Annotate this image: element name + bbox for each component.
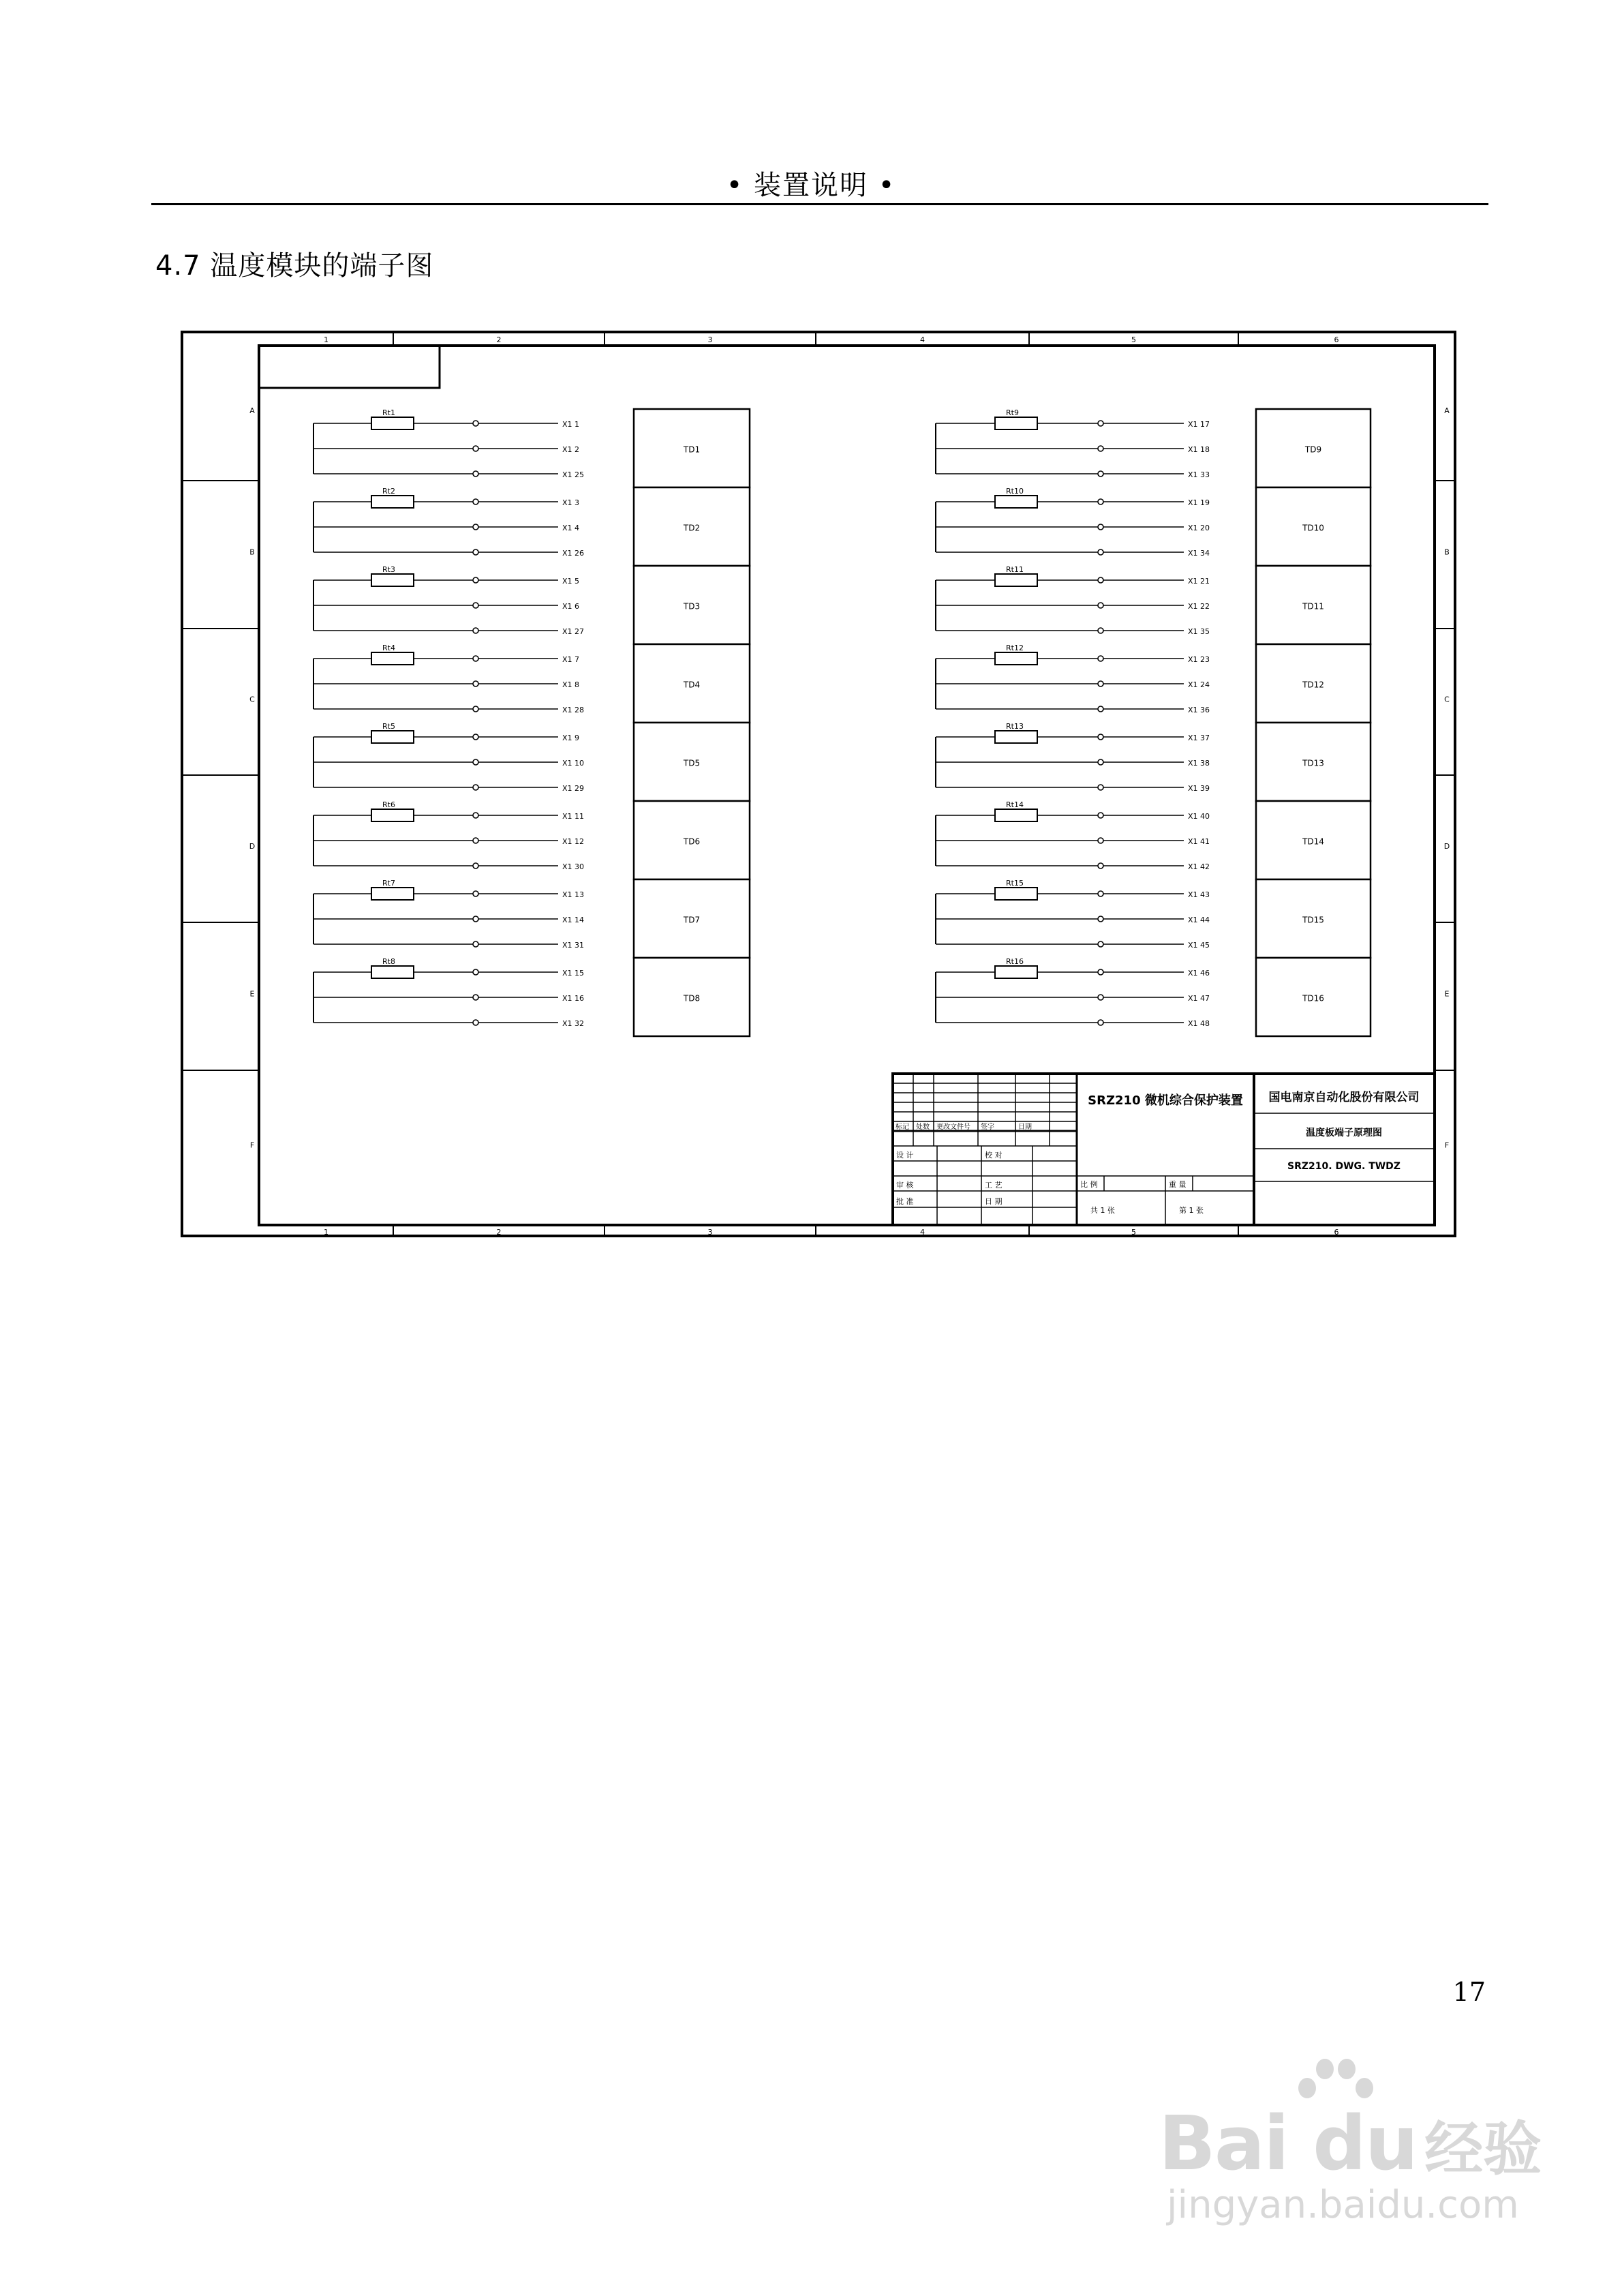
rtd-label: Rt9	[1006, 408, 1019, 417]
terminal-label: X1 47	[1188, 994, 1210, 1003]
rtd-label: Rt11	[1006, 565, 1024, 574]
zone-col-top: 3	[707, 335, 713, 344]
terminal-label: X1 34	[1188, 549, 1210, 558]
terminal-circle	[1098, 471, 1103, 477]
terminal-label: X1 20	[1188, 524, 1210, 532]
sheet-info: 比 例	[1080, 1180, 1098, 1189]
rtd-resistor	[995, 652, 1037, 665]
zone-row-right: C	[1444, 695, 1450, 704]
terminal-label: X1 19	[1188, 498, 1210, 507]
terminal-label: X1 16	[562, 994, 585, 1003]
terminal-circle	[473, 524, 478, 530]
zone-col-bottom: 6	[1334, 1228, 1339, 1237]
terminal-label: X1 2	[562, 445, 580, 454]
channel-label: TD14	[1302, 836, 1324, 847]
rtd-label: Rt5	[382, 722, 395, 731]
terminal-label: X1 4	[562, 524, 580, 532]
terminal-circle	[473, 941, 478, 947]
terminal-label: X1 48	[1188, 1019, 1210, 1028]
rtd-resistor	[995, 888, 1037, 900]
terminal-label: X1 40	[1188, 812, 1210, 821]
terminal-label: X1 24	[1188, 680, 1210, 689]
zone-row-left: E	[249, 989, 255, 999]
terminal-circle	[473, 916, 478, 922]
baidu-jingyan-watermark	[1159, 2100, 1542, 2227]
terminal-label: X1 1	[562, 420, 580, 429]
paw-icon	[1298, 2059, 1373, 2120]
terminal-circle	[1098, 995, 1103, 1000]
zone-row-left: F	[249, 1141, 255, 1150]
terminal-label: X1 31	[562, 941, 585, 950]
rtd-resistor	[371, 888, 414, 900]
channel-label: TD2	[683, 523, 701, 533]
rtd-label: Rt6	[382, 800, 395, 809]
zone-row-right: E	[1444, 989, 1450, 999]
terminal-label: X1 17	[1188, 420, 1210, 429]
terminal-circle	[473, 499, 478, 504]
channel-label: TD15	[1302, 915, 1324, 925]
watermark-cn: 经验	[1424, 2115, 1542, 2184]
terminal-circle	[473, 734, 478, 740]
rtd-resistor	[371, 966, 414, 978]
rtd-resistor	[995, 809, 1037, 821]
channel-label: TD1	[683, 444, 701, 455]
signoff-role: 批 准	[896, 1197, 914, 1206]
rtd-label: Rt10	[1006, 487, 1024, 496]
rtd-resistor	[995, 966, 1037, 978]
terminal-circle	[1098, 549, 1103, 555]
terminal-label: X1 42	[1188, 862, 1210, 871]
rtd-resistor	[371, 574, 414, 586]
terminal-label: X1 30	[562, 862, 585, 871]
zone-row-left: D	[249, 842, 256, 851]
terminal-circle	[1098, 969, 1103, 975]
terminal-label: X1 9	[562, 734, 580, 742]
zone-row-right: F	[1444, 1141, 1450, 1150]
terminal-circle	[1098, 813, 1103, 818]
terminal-circle	[1098, 706, 1103, 712]
terminal-circle	[1098, 838, 1103, 843]
terminal-circle	[1098, 656, 1103, 661]
terminal-label: X1 23	[1188, 655, 1210, 664]
terminal-circle	[1098, 628, 1103, 633]
terminal-label: X1 10	[562, 759, 585, 768]
rtd-resistor	[371, 496, 414, 508]
terminal-label: X1 32	[562, 1019, 585, 1028]
terminal-circle	[1098, 891, 1103, 896]
zone-col-top: 4	[920, 335, 925, 344]
zone-col-top: 6	[1334, 335, 1339, 344]
terminal-circle	[1098, 916, 1103, 922]
rtd-label: Rt4	[382, 644, 395, 652]
rtd-resistor	[371, 731, 414, 743]
rtd-label: Rt12	[1006, 644, 1024, 652]
terminal-circle	[473, 577, 478, 583]
signoff-role: 工 艺	[985, 1181, 1003, 1190]
terminal-label: X1 26	[562, 549, 585, 558]
terminal-label: X1 29	[562, 784, 585, 793]
terminal-circle	[1098, 734, 1103, 740]
signoff-role: 日 期	[985, 1197, 1003, 1206]
zone-col-bottom: 3	[707, 1228, 713, 1237]
terminal-circle	[1098, 681, 1103, 686]
terminal-circle	[473, 446, 478, 451]
terminal-circle	[473, 471, 478, 477]
terminal-circle	[1098, 603, 1103, 608]
channel-label: TD3	[683, 601, 701, 611]
terminal-label: X1 44	[1188, 916, 1210, 924]
terminal-circle	[1098, 759, 1103, 765]
zone-col-bottom: 1	[324, 1228, 328, 1237]
rtd-resistor	[995, 731, 1037, 743]
zone-col-top: 1	[324, 335, 328, 344]
terminal-label: X1 35	[1188, 627, 1210, 636]
rtd-resistor	[995, 496, 1037, 508]
terminal-circle	[1098, 577, 1103, 583]
zone-col-bottom: 2	[496, 1228, 502, 1237]
terminal-label: X1 14	[562, 916, 585, 924]
rtd-resistor	[371, 652, 414, 665]
terminal-circle	[473, 549, 478, 555]
rev-header-cell: 处数	[916, 1123, 930, 1131]
terminal-label: X1 37	[1188, 734, 1210, 742]
terminal-label: X1 41	[1188, 837, 1210, 846]
rev-header-cell: 标记	[896, 1123, 909, 1131]
sheet-info: 共 1 张	[1090, 1206, 1115, 1215]
zone-row-right: D	[1443, 842, 1450, 851]
terminal-circle	[1098, 1020, 1103, 1025]
page-number: 17	[1452, 1977, 1486, 2007]
section-title: 4.7 温度模块的端子图	[155, 250, 434, 282]
terminal-circle	[473, 759, 478, 765]
rev-header-cell: 日期	[1018, 1123, 1032, 1131]
rev-header-cell: 更改文件号	[936, 1123, 970, 1131]
terminal-label: X1 45	[1188, 941, 1210, 950]
terminal-label: X1 7	[562, 655, 580, 664]
rtd-label: Rt1	[382, 408, 395, 417]
channel-label: TD4	[683, 680, 701, 690]
terminal-circle	[473, 421, 478, 426]
channel-label: TD8	[683, 993, 701, 1003]
rtd-resistor	[371, 809, 414, 821]
terminal-circle	[473, 813, 478, 818]
rtd-label: Rt2	[382, 487, 395, 496]
zone-row-left: A	[249, 406, 255, 415]
zone-row-right: A	[1444, 406, 1450, 415]
zone-col-bottom: 5	[1131, 1228, 1136, 1237]
terminal-circle	[473, 681, 478, 686]
terminal-label: X1 21	[1188, 577, 1210, 586]
channel-label: TD9	[1304, 444, 1322, 455]
terminal-label: X1 38	[1188, 759, 1210, 768]
terminal-circle	[1098, 446, 1103, 451]
signoff-role: 设 计	[896, 1151, 914, 1160]
terminal-circle	[473, 603, 478, 608]
rtd-resistor	[995, 417, 1037, 429]
terminal-circle	[1098, 941, 1103, 947]
terminal-label: X1 11	[562, 812, 585, 821]
header-rule	[151, 203, 1488, 205]
terminal-label: X1 46	[1188, 969, 1210, 978]
terminal-label: X1 18	[1188, 445, 1210, 454]
channel-label: TD6	[683, 836, 701, 847]
terminal-label: X1 36	[1188, 706, 1210, 714]
rtd-label: Rt15	[1006, 879, 1024, 888]
watermark-url: jingyan.baidu.com	[1167, 2183, 1519, 2227]
zone-col-top: 2	[496, 335, 502, 344]
channel-label: TD7	[683, 915, 701, 925]
channel-label: TD16	[1302, 993, 1324, 1003]
terminal-circle	[1098, 421, 1103, 426]
rtd-label: Rt7	[382, 879, 395, 888]
terminal-label: X1 25	[562, 470, 585, 479]
terminal-label: X1 39	[1188, 784, 1210, 793]
terminal-label: X1 3	[562, 498, 580, 507]
terminal-label: X1 13	[562, 890, 585, 899]
terminal-label: X1 22	[1188, 602, 1210, 611]
sheet-info: 重 量	[1169, 1180, 1187, 1189]
page-header: • 装置说明 •	[726, 170, 896, 201]
rtd-label: Rt16	[1006, 957, 1024, 966]
zone-col-top: 5	[1131, 335, 1136, 344]
channel-label: TD12	[1302, 680, 1324, 690]
rtd-label: Rt13	[1006, 722, 1024, 731]
terminal-circle	[473, 628, 478, 633]
zone-col-bottom: 4	[920, 1228, 925, 1237]
rtd-label: Rt3	[382, 565, 395, 574]
terminal-circle	[473, 1020, 478, 1025]
signoff-role: 审 核	[896, 1181, 914, 1190]
terminal-label: X1 33	[1188, 470, 1210, 479]
rtd-resistor	[995, 574, 1037, 586]
terminal-label: X1 8	[562, 680, 580, 689]
terminal-label: X1 15	[562, 969, 585, 978]
terminal-circle	[1098, 863, 1103, 868]
channel-label: TD13	[1302, 758, 1324, 768]
terminal-diagram	[181, 331, 1456, 1237]
product-name: SRZ210 微机综合保护装置	[1088, 1093, 1243, 1108]
terminal-circle	[473, 656, 478, 661]
watermark-logo: Bai du	[1159, 2100, 1418, 2187]
terminal-circle	[473, 706, 478, 712]
rev-header-cell: 签字	[981, 1123, 994, 1131]
terminal-circle	[1098, 524, 1103, 530]
zone-row-left: B	[249, 547, 255, 557]
zone-row-left: C	[249, 695, 255, 704]
terminal-circle	[1098, 499, 1103, 504]
signoff-role: 校 对	[985, 1151, 1003, 1160]
terminal-label: X1 28	[562, 706, 585, 714]
drawing-number: SRZ210. DWG. TWDZ	[1287, 1161, 1401, 1172]
channel-label: TD5	[683, 758, 701, 768]
rtd-label: Rt8	[382, 957, 395, 966]
rtd-label: Rt14	[1006, 800, 1024, 809]
terminal-circle	[1098, 785, 1103, 790]
rtd-resistor	[371, 417, 414, 429]
company-name: 国电南京自动化股份有限公司	[1268, 1091, 1420, 1104]
terminal-circle	[473, 838, 478, 843]
terminal-circle	[473, 891, 478, 896]
terminal-circle	[473, 969, 478, 975]
terminal-label: X1 12	[562, 837, 585, 846]
sheet-info: 第 1 张	[1179, 1206, 1204, 1215]
terminal-circle	[473, 785, 478, 790]
drawing-name: 温度板端子原理图	[1306, 1128, 1382, 1138]
terminal-label: X1 27	[562, 627, 585, 636]
channel-label: TD11	[1302, 601, 1324, 611]
channel-label: TD10	[1302, 523, 1324, 533]
terminal-circle	[473, 995, 478, 1000]
terminal-circle	[473, 863, 478, 868]
terminal-label: X1 6	[562, 602, 580, 611]
zone-row-right: B	[1444, 547, 1450, 557]
terminal-label: X1 5	[562, 577, 580, 586]
terminal-label: X1 43	[1188, 890, 1210, 899]
